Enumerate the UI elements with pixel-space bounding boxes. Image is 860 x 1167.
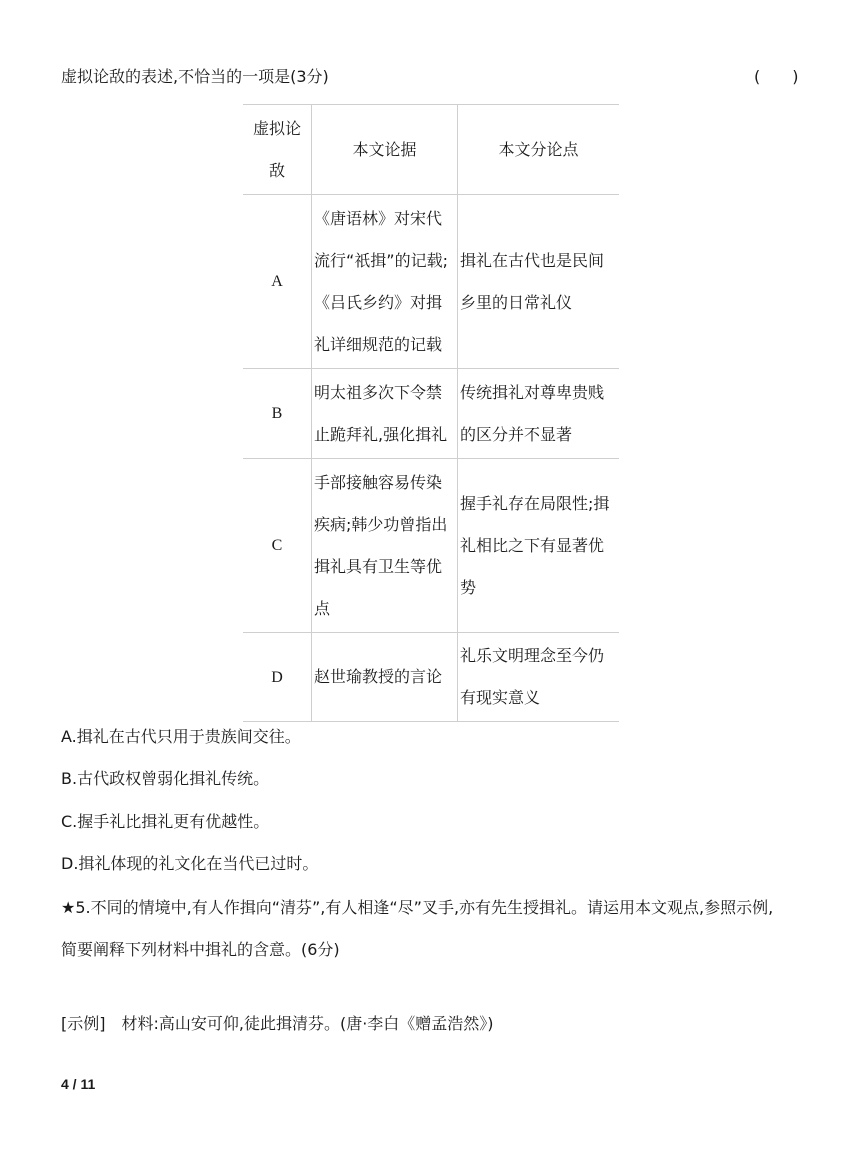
question-5-line2: 简要阐释下列材料中揖礼的含意。(6分) xyxy=(61,940,340,959)
row-label: A xyxy=(243,195,312,369)
row-label: D xyxy=(243,633,312,722)
option-c: C.握手礼比揖礼更有优越性。 xyxy=(61,812,270,831)
row-evidence: 赵世瑜教授的言论 xyxy=(312,633,458,722)
header-subpoint: 本文分论点 xyxy=(458,105,620,195)
question-5-line1: ★5.不同的情境中,有人作揖向“清芬”,有人相逢“尽”叉手,亦有先生授揖礼。请运用本文观点,参照示例, xyxy=(61,898,774,917)
table-header-row xyxy=(243,105,619,195)
table-row xyxy=(243,459,619,633)
row-subpoint: 礼乐文明理念至今仍有现实意义 xyxy=(458,633,620,722)
row-label: C xyxy=(243,459,312,633)
header-virtual-opponent: 虚拟论敌 xyxy=(243,105,312,195)
question-stem: 虚拟论敌的表述,不恰当的一项是(3分) xyxy=(61,67,329,86)
row-evidence: 手部接触容易传染疾病;韩少功曾指出揖礼具有卫生等优点 xyxy=(312,459,458,633)
row-evidence: 《唐语林》对宋代流行“祇揖”的记载;《吕氏乡约》对揖礼详细规范的记载 xyxy=(312,195,458,369)
table-row xyxy=(243,195,619,369)
option-a: A.揖礼在古代只用于贵族间交往。 xyxy=(61,727,301,746)
row-subpoint: 握手礼存在局限性;揖礼相比之下有显著优势 xyxy=(458,459,620,633)
row-subpoint: 揖礼在古代也是民间乡里的日常礼仪 xyxy=(458,195,620,369)
table-row xyxy=(243,369,619,459)
row-evidence: 明太祖多次下令禁止跪拜礼,强化揖礼 xyxy=(312,369,458,459)
page-number: 4 / 11 xyxy=(61,1076,96,1092)
row-label: B xyxy=(243,369,312,459)
header-evidence: 本文论据 xyxy=(312,105,458,195)
table-row xyxy=(243,633,619,722)
answer-bracket: ( ) xyxy=(754,67,799,86)
argument-table xyxy=(243,104,619,722)
example-line: [示例] 材料:高山安可仰,徒此揖清芬。(唐·李白《赠孟浩然》) xyxy=(61,1014,494,1033)
option-b: B.古代政权曾弱化揖礼传统。 xyxy=(61,769,270,788)
option-d: D.揖礼体现的礼文化在当代已过时。 xyxy=(61,854,319,873)
row-subpoint: 传统揖礼对尊卑贵贱的区分并不显著 xyxy=(458,369,620,459)
